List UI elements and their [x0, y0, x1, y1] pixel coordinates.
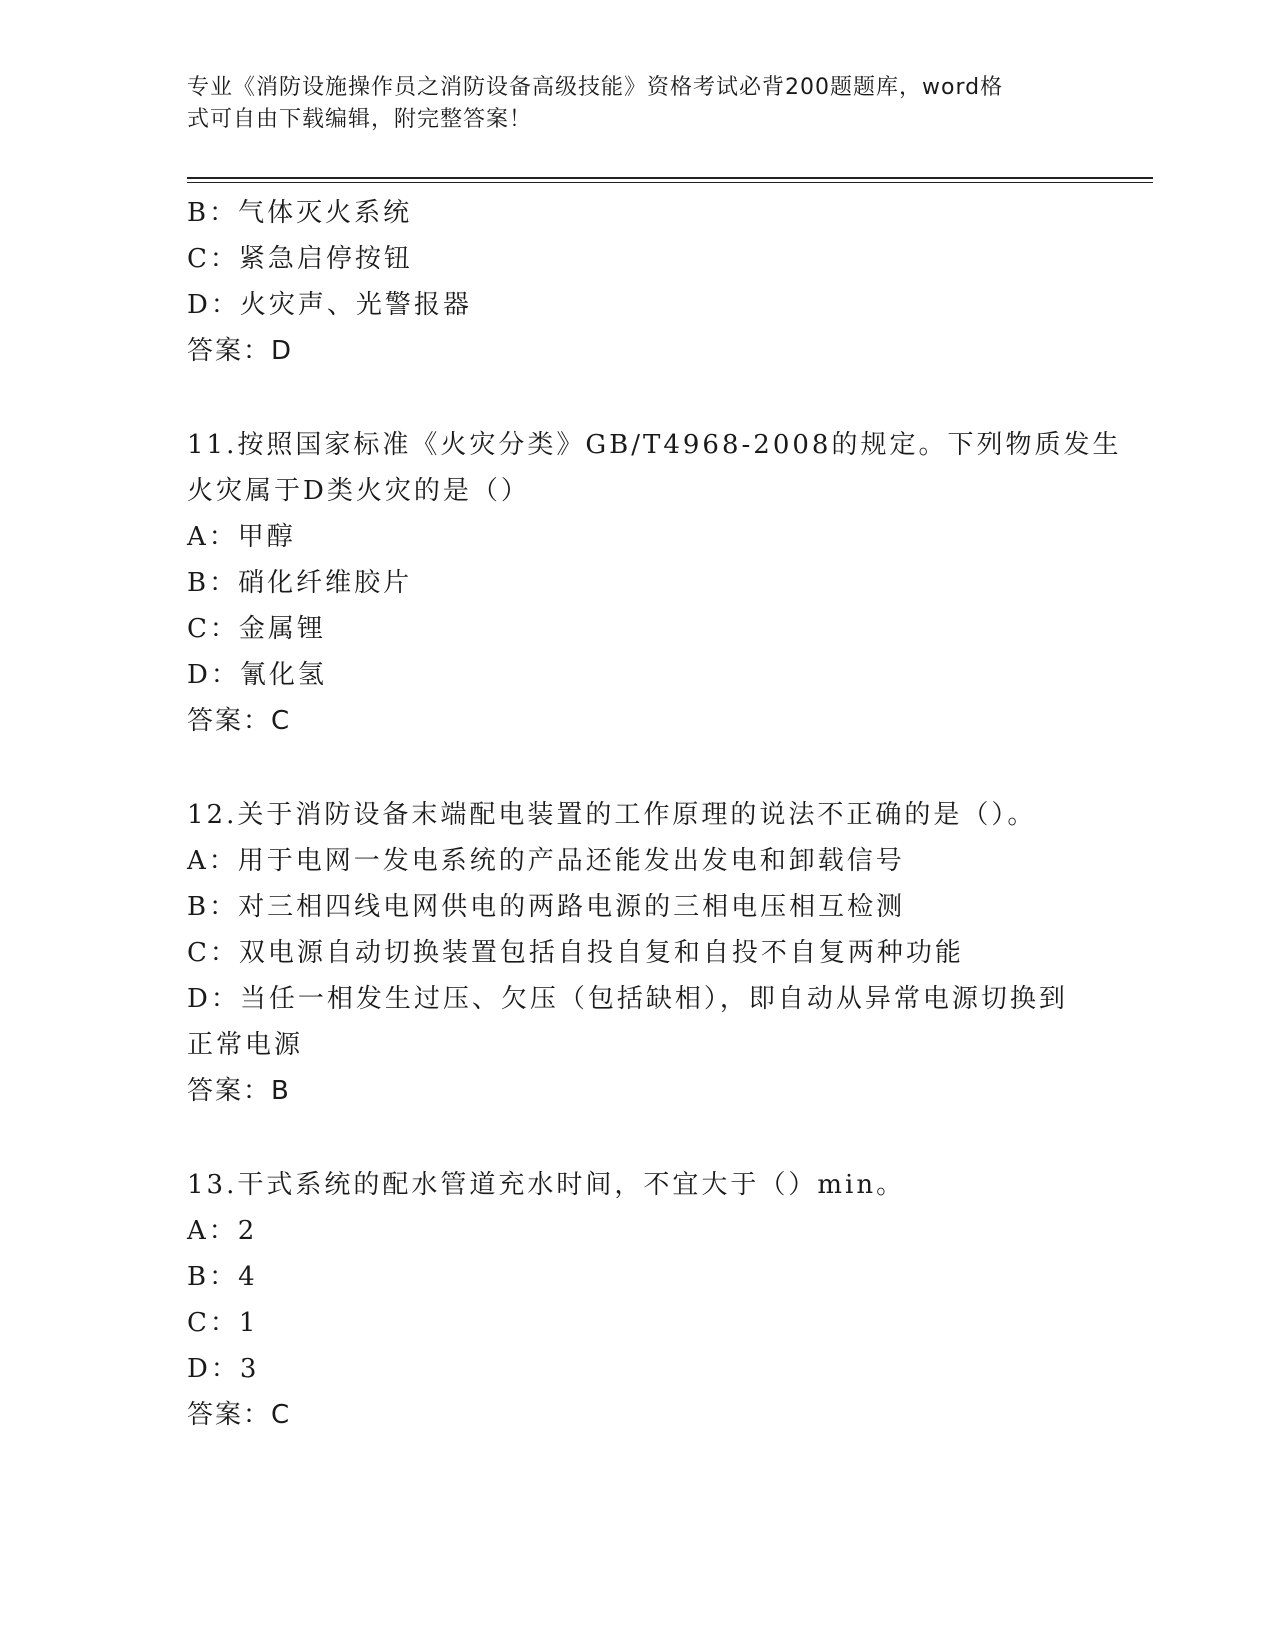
header-divider-thick	[187, 177, 1153, 179]
answer: 答案：D	[187, 336, 294, 366]
answer: 答案：B	[187, 1076, 291, 1106]
document-header	[187, 72, 1067, 136]
option-c: C：紧急启停按钮	[187, 244, 413, 274]
option-b: B：对三相四线电网供电的两路电源的三相电压相互检测	[187, 892, 906, 922]
option-b: B：4	[187, 1262, 258, 1292]
option-d-cont: 正常电源	[187, 1030, 304, 1060]
question-stem: 13.干式系统的配水管道充水时间，不宜大于（）min。	[187, 1170, 906, 1200]
option-a: A：甲醇	[187, 522, 296, 552]
option-d: D：氰化氢	[187, 660, 327, 690]
option-d: D：当任一相发生过压、欠压（包括缺相），即自动从异常电源切换到	[187, 984, 1068, 1014]
option-a: A：2	[187, 1216, 258, 1246]
header-line-1: 专业《消防设施操作员之消防设备高级技能》资格考试必背200题题库，word格	[187, 75, 1004, 100]
question-stem: 12.关于消防设备末端配电装置的工作原理的说法不正确的是（）。	[187, 800, 1037, 830]
option-b: B：气体灭火系统	[187, 198, 413, 228]
option-b: B：硝化纤维胶片	[187, 568, 413, 598]
answer: 答案：C	[187, 1400, 292, 1430]
question-fragment	[187, 190, 1087, 374]
option-a: A：用于电网一发电系统的产品还能发出发电和卸载信号	[187, 846, 905, 876]
option-c: C：双电源自动切换装置包括自投自复和自投不自复两种功能	[187, 938, 964, 968]
question-13	[187, 1162, 1087, 1438]
header-divider-thin	[187, 182, 1153, 183]
option-d: D：3	[187, 1354, 260, 1384]
question-12	[187, 792, 1087, 1114]
option-c: C：1	[187, 1308, 259, 1338]
header-line-2: 式可自由下载编辑，附完整答案！	[187, 107, 533, 132]
option-c: C：金属锂	[187, 614, 326, 644]
question-stem: 11.按照国家标准《火灾分类》GB/T4968-2008的规定。下列物质发生	[187, 430, 1122, 460]
document-body	[187, 190, 1122, 1438]
question-stem-cont: 火灾属于D类火灾的是（）	[187, 476, 530, 506]
answer: 答案：C	[187, 706, 292, 736]
option-d: D：火灾声、光警报器	[187, 290, 472, 320]
question-11	[187, 422, 1122, 744]
